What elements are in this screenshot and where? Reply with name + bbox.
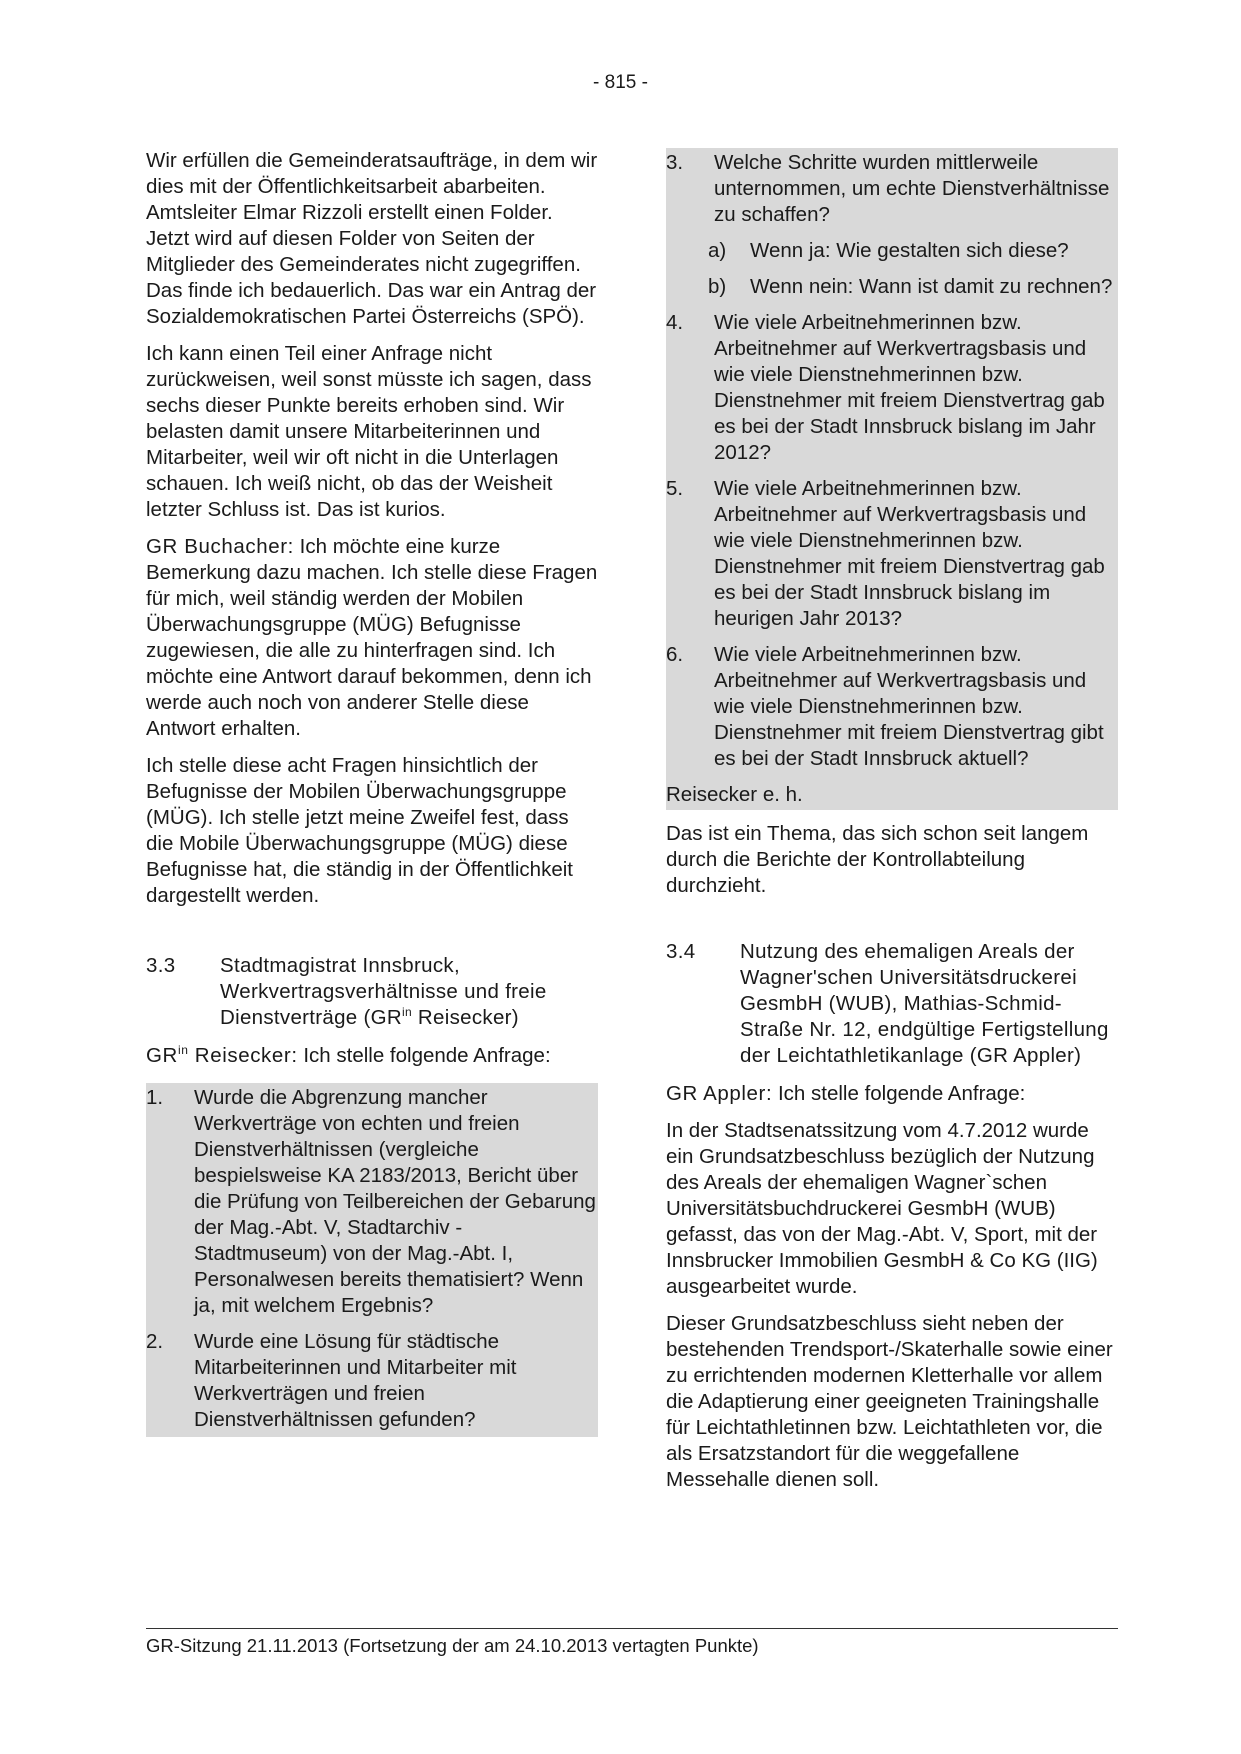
question-number: 5. (666, 477, 684, 500)
sub-question-text: Wenn nein: Wann ist damit zu rechnen? (750, 275, 1113, 298)
paragraph: In der Stadtsenatssitzung vom 4.7.2012 wurde ein Grundsatzbeschluss bezüglich der Nutzung des Areals der ehemaligen Wagner`schen Universitätsbuchdruckerei GesmbH (WUB) gefasst, das von der Mag.-Abt. V, Sport, mit der Innsbrucker Immobilien GesmbH & Co KG (IIG) ausgearbeitet wurde. (666, 1119, 1098, 1298)
question-text: Welche Schritte wurden mittlerweile unternommen, um echte Dienstverhältnisse zu schaffen? (714, 151, 1110, 226)
sub-question-item (666, 238, 1118, 274)
question-item (666, 310, 1118, 476)
paragraph-speaker (666, 1081, 1118, 1107)
speaker-text: Ich möchte eine kurze Bemerkung dazu machen. Ich stelle diese Fragen für mich, weil ständig werden der Mobilen Überwachungsgruppe (MÜG) Befugnisse zugewiesen, die alle zu hinterfragen sind. Ich möchte eine Antwort darauf bekommen, denn ich werde auch noch von anderer Stelle diese Antwort erhalten. (146, 535, 598, 740)
paragraph: Ich stelle diese acht Fragen hinsichtlich der Befugnisse der Mobilen Überwachungsgruppe (MÜG). Ich stelle jetzt meine Zweifel fest, dass die Mobile Überwachungsgruppe (MÜG) diese Befugnisse hat, die ständig in der Öffentlichkeit dargestellt werden. (146, 754, 573, 907)
sub-question-item (666, 274, 1118, 310)
section-number: 3.3 (146, 954, 176, 977)
question-text: Wie viele Arbeitnehmerinnen bzw. Arbeitnehmer auf Werkvertragsbasis und wie viele Dienstnehmerinnen bzw. Dienstnehmer mit freiem Dienstvertrag gibt es bei der Stadt Innsbruck aktuell? (714, 643, 1104, 770)
section-title: Stadtmagistrat Innsbruck, Werkvertragsverhältnisse und freie Dienstverträge ($GR^{in}$ Reisecker) (220, 954, 547, 1029)
question-text: Wurde eine Lösung für städtische Mitarbeiterinnen und Mitarbeiter mit Werkverträgen und freien Dienstverhältnissen gefunden? (194, 1330, 517, 1431)
speaker-text: Ich stelle folgende Anfrage: (297, 1044, 551, 1067)
section-title: Nutzung des ehemaligen Areals der Wagner'schen Universitätsdruckerei GesmbH (WUB), Mathias-Schmid-Straße Nr. 12, endgültige Fertigstellung der Leichtathletikanlage (GR Appler) (740, 940, 1109, 1067)
question-item (666, 642, 1118, 782)
footer-divider (146, 1628, 1118, 1629)
paragraph-speaker (146, 1043, 598, 1069)
sub-question-letter: a) (708, 239, 727, 262)
paragraph: Dieser Grundsatzbeschluss sieht neben der bestehenden Trendsport-/Skaterhalle sowie einer zu errichtenden modernen Kletterhalle vor allem die Adaptierung einer geeigneten Trainingshalle für Leichtathletinnen bzw. Leichtathleten vor, die als Ersatzstandort für die weggefallene Messehalle dienen soll. (666, 1312, 1113, 1491)
question-item (666, 476, 1118, 642)
question-number: 4. (666, 311, 684, 334)
paragraph-speaker (146, 534, 598, 742)
speaker-name: GR Appler: (666, 1082, 773, 1105)
question-number: 6. (666, 643, 684, 666)
speaker-name: $GR^{in}$ Reisecker: (146, 1043, 298, 1067)
questions-box-right (666, 148, 1118, 810)
section-heading-3-3 (146, 953, 598, 1031)
sub-question-letter: b) (708, 275, 727, 298)
question-item (146, 1329, 598, 1437)
speaker-text: Ich stelle folgende Anfrage: (772, 1082, 1026, 1105)
paragraph: Wir erfüllen die Gemeinderatsaufträge, in dem wir dies mit der Öffentlichkeitsarbeit abarbeiten. Amtsleiter Elmar Rizzoli erstellt einen Folder. Jetzt wird auf diesen Folder von Seiten der Mitglieder des Gemeinderates nicht zugegriffen. Das finde ich bedauerlich. Das war ein Antrag der Sozialdemokratischen Partei Österreichs (SPÖ). (146, 149, 598, 328)
speaker-name: GR Buchacher: (146, 535, 294, 558)
question-number: 1. (146, 1086, 164, 1109)
signoff: Reisecker e. h. (666, 783, 803, 806)
page-footer: GR-Sitzung 21.11.2013 (Fortsetzung der am 24.10.2013 vertagten Punkte) (146, 1635, 759, 1656)
question-text: Wie viele Arbeitnehmerinnen bzw. Arbeitnehmer auf Werkvertragsbasis und wie viele Dienstnehmerinnen bzw. Dienstnehmer mit freiem Dienstvertrag gab es bei der Stadt Innsbruck bislang im heurigen Jahr 2013? (714, 477, 1105, 630)
question-number: 3. (666, 151, 684, 174)
paragraph: Das ist ein Thema, das sich schon seit langem durch die Berichte der Kontrollabteilung durchzieht. (666, 822, 1089, 897)
question-text: Wurde die Abgrenzung mancher Werkverträge von echten und freien Dienstverhältnissen (vergleiche bespielsweise KA 2183/2013, Bericht über die Prüfung von Teilbereichen der Gebarung der Mag.-Abt. V, Stadtarchiv - Stadtmuseum) von der Mag.-Abt. I, Personalwesen bereits thematisiert? Wenn ja, mit welchem Ergebnis? (194, 1086, 596, 1317)
questions-box-left (146, 1083, 598, 1437)
section-number: 3.4 (666, 940, 696, 963)
page-number: - 815 - (593, 72, 648, 93)
right-column (666, 148, 1118, 1504)
left-column (146, 148, 598, 1437)
paragraph: Ich kann einen Teil einer Anfrage nicht zurückweisen, weil sonst müsste ich sagen, dass sechs dieser Punkte bereits erhoben sind. Wir belasten damit unsere Mitarbeiterinnen und Mitarbeiter, weil wir oft nicht in die Unterlagen schauen. Ich weiß nicht, ob das der Weisheit letzter Schluss ist. Das ist kurios. (146, 342, 592, 521)
question-item (666, 150, 1118, 238)
question-item (146, 1085, 598, 1329)
section-heading-3-4 (666, 939, 1118, 1069)
question-text: Wie viele Arbeitnehmerinnen bzw. Arbeitnehmer auf Werkvertragsbasis und wie viele Dienstnehmerinnen bzw. Dienstnehmer mit freiem Dienstvertrag gab es bei der Stadt Innsbruck bislang im Jahr 2012? (714, 311, 1105, 464)
question-number: 2. (146, 1330, 164, 1353)
sub-question-text: Wenn ja: Wie gestalten sich diese? (750, 239, 1069, 262)
